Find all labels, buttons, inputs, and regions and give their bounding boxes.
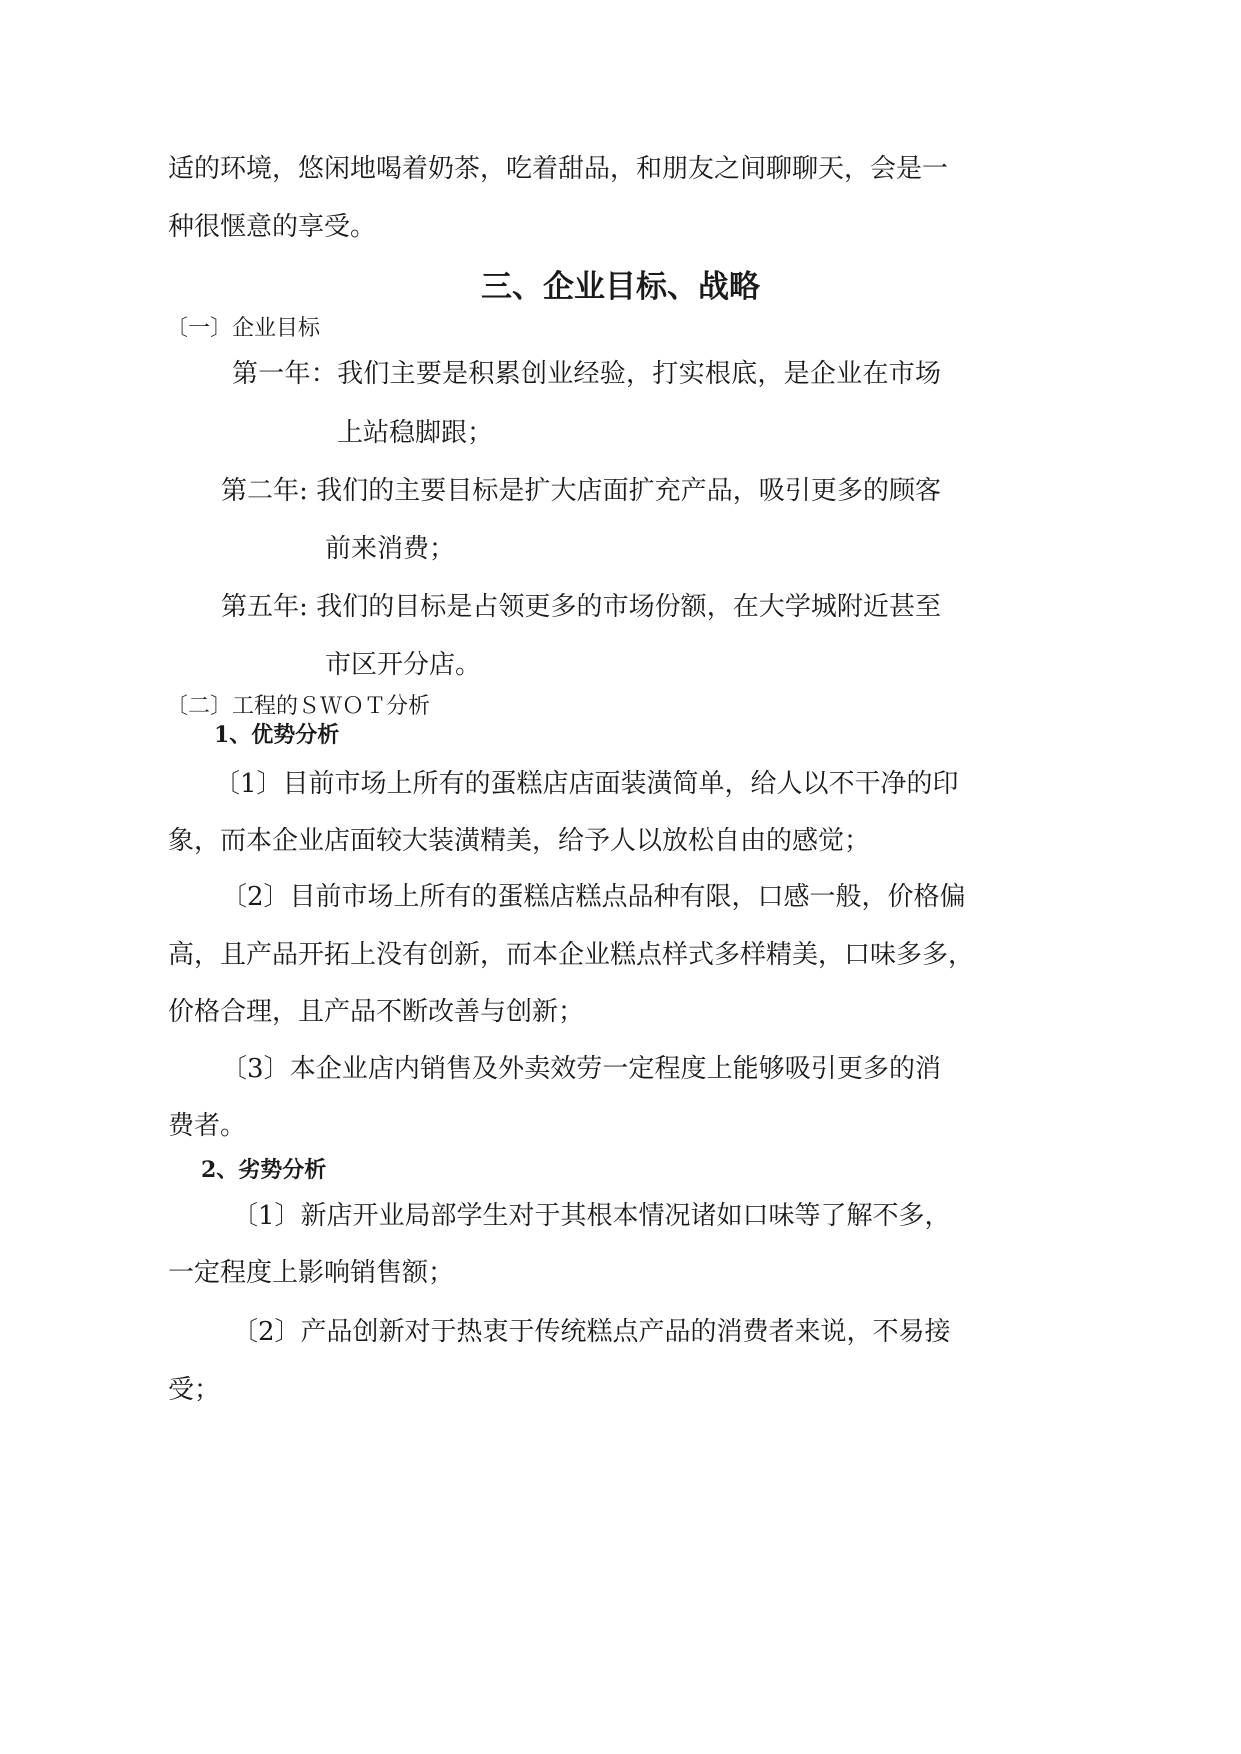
strength-1-line-2: 象，而本企业店面较大装潢精美，给予人以放松自由的感觉；	[168, 826, 871, 856]
goal-year-5-line-2: 市区开分店。	[325, 650, 482, 680]
weakness-2-line-1: 〔2〕产品创新对于热衷于传统糕点产品的消费者来说，不易接	[232, 1317, 951, 1347]
goals-heading: 〔一〕企业目标	[166, 316, 321, 341]
weakness-heading: 2、劣势分析	[201, 1157, 327, 1183]
weakness-1-line-1: 〔1〕新店开业局部学生对于其根本情况诸如口味等了解不多，	[232, 1201, 951, 1231]
strength-3-line-1: 〔3〕本企业店内销售及外卖效劳一定程度上能够吸引更多的消	[221, 1054, 941, 1084]
goal-year-1-line-1: 第一年：我们主要是积累创业经验，打实根底，是企业在市场	[232, 359, 941, 389]
weakness-2-line-2: 受；	[168, 1375, 221, 1405]
swot-heading: 〔二〕工程的ＳＷＯＴ分析	[166, 694, 431, 719]
strength-2-line-3: 价格合理，且产品不断改善与创新；	[168, 997, 585, 1027]
goal-year-1-line-2: 上站稳脚跟；	[337, 418, 494, 448]
goal-year-5-line-1: 第五年: 我们的目标是占领更多的市场份额，在大学城附近甚至	[221, 592, 941, 622]
strength-2-line-1: 〔2〕目前市场上所有的蛋糕店糕点品种有限，口感一般，价格偏	[221, 882, 966, 912]
section-title: 三、企业目标、战略	[481, 269, 760, 305]
paragraph-intro-line-2: 种很惬意的享受。	[168, 212, 377, 242]
goal-year-2-line-2: 前来消费；	[325, 534, 456, 564]
strength-1-line-1: 〔1〕目前市场上所有的蛋糕店店面装潢简单，给人以不干净的印	[214, 769, 959, 799]
strength-3-line-2: 费者。	[168, 1111, 247, 1141]
goal-year-2-line-1: 第二年: 我们的主要目标是扩大店面扩充产品，吸引更多的顾客	[221, 476, 941, 506]
weakness-1-line-2: 一定程度上影响销售额；	[168, 1258, 455, 1288]
paragraph-intro-line-1: 适的环境，悠闲地喝着奶茶，吃着甜品，和朋友之间聊聊天，会是一	[168, 154, 949, 184]
strength-heading: 1、优势分析	[214, 722, 340, 748]
strength-2-line-2: 高，且产品开拓上没有创新，而本企业糕点样式多样精美，口味多多，	[168, 940, 975, 970]
